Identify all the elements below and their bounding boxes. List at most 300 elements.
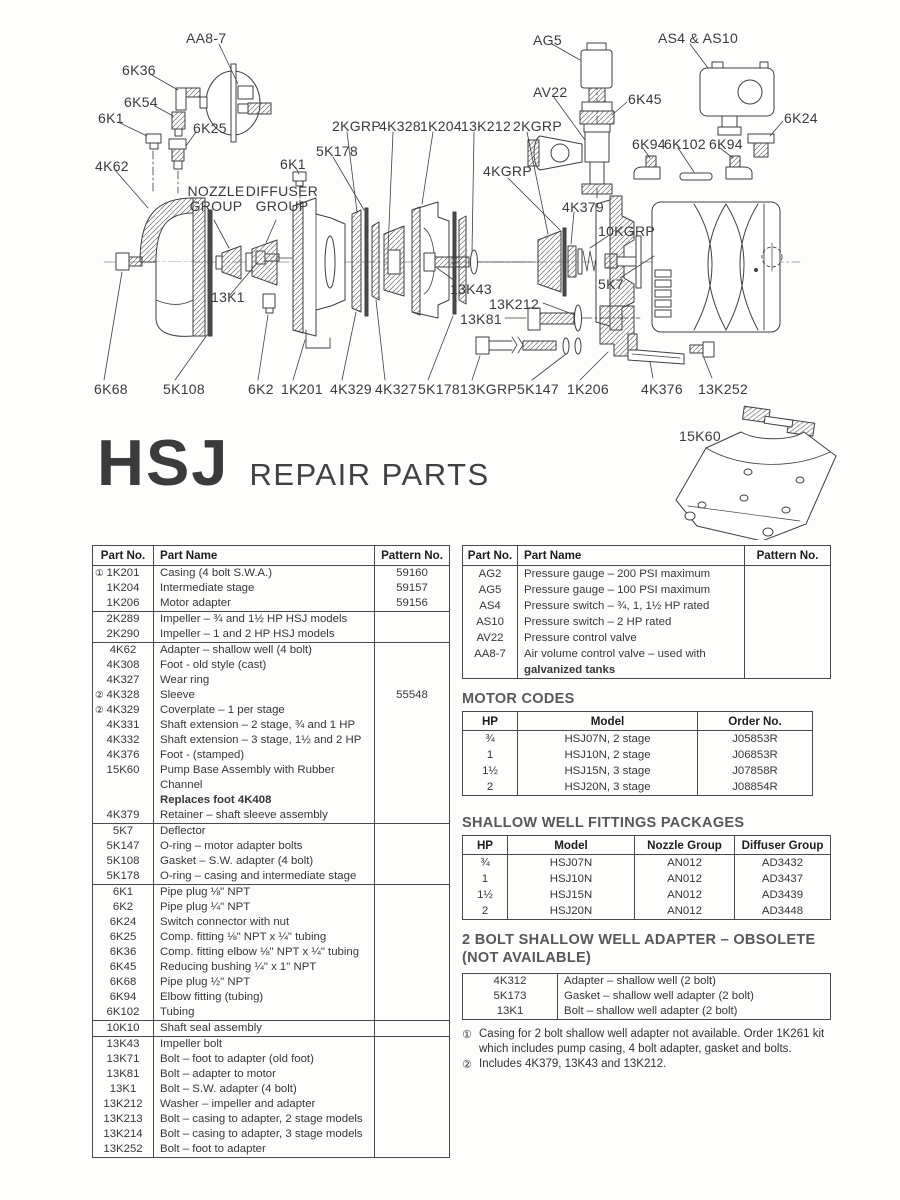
pattern-no-cell — [375, 1097, 450, 1112]
part-name-cell: Adapter – shallow well (2 bolt) — [558, 974, 831, 990]
pattern-no-cell — [375, 975, 450, 990]
pattern-no-cell — [745, 566, 831, 583]
table-row — [463, 903, 831, 920]
table-row — [93, 566, 450, 582]
col-header-nozzle-group: Nozzle Group — [635, 836, 735, 855]
table-row — [93, 643, 450, 659]
part-no-cell: 6K36 — [93, 945, 154, 960]
diagram-label-4k62: 4K62 — [95, 158, 129, 174]
part-name-cell: Impeller – ¾ and 1½ HP HSJ models — [154, 612, 375, 628]
part-name-cell: Shaft seal assembly — [154, 1021, 375, 1037]
part-name-cell: Gasket – S.W. adapter (4 bolt) — [154, 854, 375, 869]
part-no-cell: 13K43 — [93, 1037, 154, 1053]
model-cell: HSJ20N, 3 stage — [518, 779, 698, 796]
part-no-cell: 2K290 — [93, 627, 154, 643]
table-row — [463, 630, 831, 646]
diagram-label-5k7: 5K7 — [598, 276, 624, 292]
table-row — [463, 779, 813, 796]
pattern-no-cell — [375, 627, 450, 643]
footnote-marker: ② — [95, 690, 104, 701]
diagram-label-15k60: 15K60 — [679, 428, 721, 444]
part-no-cell: 5K147 — [93, 839, 154, 854]
nozzle-group-cell: AN012 — [635, 903, 735, 920]
part-name-cell: Retainer – shaft sleeve assembly — [154, 808, 375, 824]
pattern-no-cell — [375, 612, 450, 628]
part-no-cell: 6K94 — [93, 990, 154, 1005]
pattern-no-cell — [375, 1127, 450, 1142]
table-row — [93, 658, 450, 673]
diagram-label-6k94-a: 6K94 — [632, 136, 666, 152]
part-no-cell: 13K1 — [93, 1082, 154, 1097]
hp-cell: 2 — [463, 779, 518, 796]
hp-cell: 1½ — [463, 887, 508, 903]
part-name-cell: Sleeve — [154, 688, 375, 703]
model-cell: HSJ07N — [508, 855, 635, 872]
table-row — [93, 960, 450, 975]
part-name-cell: Casing (4 bolt S.W.A.) — [154, 566, 375, 582]
table-row — [93, 869, 450, 885]
pattern-no-cell — [375, 1067, 450, 1082]
hp-cell: ¾ — [463, 731, 518, 748]
main-parts-table — [92, 545, 450, 1158]
part-no-cell: 1K206 — [93, 596, 154, 612]
pattern-no-cell — [375, 673, 450, 688]
part-no-cell: ② 4K329 — [93, 703, 154, 718]
pattern-no-cell — [375, 990, 450, 1005]
table-row — [93, 900, 450, 915]
diagram-label-13kgrp: 13KGRP — [460, 381, 518, 397]
diffuser-group-cell: AD3432 — [735, 855, 831, 872]
col-header-part-name: Part Name — [154, 546, 375, 566]
diagram-label-6k68: 6K68 — [94, 381, 128, 397]
shallow-well-heading: SHALLOW WELL FITTINGS PACKAGES — [462, 815, 745, 831]
part-no-cell: 5K7 — [93, 824, 154, 840]
part-name-cell: Pipe plug ½" NPT — [154, 975, 375, 990]
table-row — [463, 871, 831, 887]
diagram-label-ag5: AG5 — [533, 32, 562, 48]
obsolete-heading-line2: (NOT AVAILABLE) — [462, 950, 592, 966]
table-row — [93, 612, 450, 628]
col-header-pattern-no: Pattern No. — [745, 546, 831, 566]
pattern-no-cell: 55548 — [375, 688, 450, 703]
title-main: HSJ — [97, 426, 230, 499]
part-name-cell: Impeller – 1 and 2 HP HSJ models — [154, 627, 375, 643]
table-row — [93, 763, 450, 808]
diagram-label-5k108: 5K108 — [163, 381, 205, 397]
part-name-cell: Pressure switch – 2 HP rated — [518, 614, 745, 630]
pattern-no-cell — [375, 1112, 450, 1127]
table-row — [93, 1067, 450, 1082]
diagram-label-5k178-a: 5K178 — [316, 143, 358, 159]
table-row — [463, 855, 831, 872]
part-name-cell: Pipe plug ¼" NPT — [154, 900, 375, 915]
diagram-label-as4-as10: AS4 & AS10 — [658, 30, 739, 46]
table-row — [93, 915, 450, 930]
diagram-label-6k25: 6K25 — [193, 120, 227, 136]
table-header-row — [93, 546, 450, 566]
motor-drawing — [652, 202, 782, 332]
table-row — [463, 763, 813, 779]
pattern-no-cell — [375, 960, 450, 975]
diagram-label-13k81: 13K81 — [460, 311, 502, 327]
diagram-label-6k1-b: 6K1 — [280, 156, 306, 172]
footnote-text: Casing for 2 bolt shallow well adapter not available. Order 1K261 kit which includes pump casing, 4 bolt adapter, gasket and bolts. — [479, 1028, 825, 1055]
col-header-order-no: Order No. — [698, 712, 813, 731]
diagram-label-6k54: 6K54 — [124, 94, 158, 110]
table-row — [93, 975, 450, 990]
pattern-no-cell — [375, 885, 450, 901]
diagram-label-2kgrp-a: 2KGRP — [332, 118, 381, 134]
footnote-marker: ② — [95, 705, 104, 716]
pattern-no-cell — [375, 1142, 450, 1158]
part-name-cell: Air volume control valve – used with galvanized tanks — [518, 646, 745, 679]
pattern-no-cell: 59157 — [375, 581, 450, 596]
hp-cell: 1½ — [463, 763, 518, 779]
part-no-cell: 2K289 — [93, 612, 154, 628]
part-no-cell: 13K252 — [93, 1142, 154, 1158]
diagram-label-13k43: 13K43 — [450, 281, 492, 297]
shallow-well-table — [462, 835, 831, 920]
foot-drawing — [628, 334, 714, 364]
diagram-label-1k201: 1K201 — [281, 381, 323, 397]
part-name-cell: Bolt – S.W. adapter (4 bolt) — [154, 1082, 375, 1097]
table-row — [463, 598, 831, 614]
pattern-no-cell — [375, 900, 450, 915]
nozzle-group-cell: AN012 — [635, 871, 735, 887]
diagram-label-5k147: 5K147 — [517, 381, 559, 397]
diagram-label-4k329: 4K329 — [330, 381, 372, 397]
table-row — [463, 646, 831, 679]
pattern-no-cell: 59156 — [375, 596, 450, 612]
nozzle-diffuser-drawing — [216, 240, 277, 285]
table-row — [463, 614, 831, 630]
part-no-cell: AS10 — [463, 614, 518, 630]
model-cell: HSJ10N, 2 stage — [518, 747, 698, 763]
pattern-no-cell — [745, 614, 831, 630]
pattern-no-cell — [375, 1005, 450, 1021]
table-row — [93, 1112, 450, 1127]
part-name-cell: Tubing — [154, 1005, 375, 1021]
model-cell: HSJ07N, 2 stage — [518, 731, 698, 748]
pattern-no-cell — [375, 854, 450, 869]
part-name-cell: Pressure gauge – 100 PSI maximum — [518, 582, 745, 598]
table-row — [463, 566, 831, 583]
table-row — [93, 824, 450, 840]
table-row — [463, 1004, 831, 1020]
footnote-marker: ① — [462, 1028, 472, 1041]
part-name-cell: O-ring – motor adapter bolts — [154, 839, 375, 854]
pattern-no-cell — [375, 824, 450, 840]
hp-cell: 2 — [463, 903, 508, 920]
pattern-no-cell — [375, 733, 450, 748]
order-no-cell: J08854R — [698, 779, 813, 796]
part-no-cell: 6K68 — [93, 975, 154, 990]
table-header-row — [463, 836, 831, 855]
part-name-cell: Gasket – shallow well adapter (2 bolt) — [558, 989, 831, 1004]
pattern-no-cell — [375, 1082, 450, 1097]
diagram-label-1k204: 1K204 — [420, 118, 462, 134]
footnote — [462, 1057, 836, 1073]
part-name-cell: Intermediate stage — [154, 581, 375, 596]
part-no-cell: 5K108 — [93, 854, 154, 869]
model-cell: HSJ15N, 3 stage — [518, 763, 698, 779]
pattern-no-cell — [375, 748, 450, 763]
footnote-marker: ① — [95, 568, 104, 579]
diffuser-group-cell: AD3439 — [735, 887, 831, 903]
col-header-part-name: Part Name — [518, 546, 745, 566]
pattern-no-cell — [375, 718, 450, 733]
part-name-cell: Pipe plug ⅛" NPT — [154, 885, 375, 901]
part-no-cell: AA8-7 — [463, 646, 518, 679]
table-header-row — [463, 712, 813, 731]
part-name-cell: Comp. fitting elbow ⅛" NPT x ¼" tubing — [154, 945, 375, 960]
obsolete-table — [462, 973, 831, 1020]
table-row — [93, 733, 450, 748]
motor-codes-heading: MOTOR CODES — [462, 691, 575, 707]
diagram-label-4k379: 4K379 — [562, 199, 604, 215]
part-no-cell: 4K379 — [93, 808, 154, 824]
obsolete-heading — [462, 931, 816, 967]
table-row — [463, 989, 831, 1004]
pattern-no-cell — [375, 1052, 450, 1067]
diagram-label-4kgrp: 4KGRP — [483, 163, 532, 179]
part-name-cell: Motor adapter — [154, 596, 375, 612]
pattern-no-cell — [745, 598, 831, 614]
part-no-cell: 4K62 — [93, 643, 154, 659]
diagram-label-13k212-b: 13K212 — [489, 296, 540, 312]
col-header-hp: HP — [463, 712, 518, 731]
diagram-label-5k178-b: 5K178 — [418, 381, 460, 397]
part-no-cell: 4K376 — [93, 748, 154, 763]
part-no-cell: 4K331 — [93, 718, 154, 733]
part-name-cell: Comp. fitting ⅛" NPT x ¼" tubing — [154, 930, 375, 945]
order-no-cell: J06853R — [698, 747, 813, 763]
pressure-switch-drawing — [634, 62, 774, 180]
col-header-model: Model — [508, 836, 635, 855]
part-name-cell: O-ring – casing and intermediate stage — [154, 869, 375, 885]
model-cell: HSJ10N — [508, 871, 635, 887]
part-name-cell: Foot - old style (cast) — [154, 658, 375, 673]
part-no-cell: 15K60 — [93, 763, 154, 808]
order-no-cell: J05853R — [698, 731, 813, 748]
table-row — [93, 673, 450, 688]
part-no-cell: 4K312 — [463, 974, 558, 990]
table-row — [93, 688, 450, 703]
diagram-label-6k36: 6K36 — [122, 62, 156, 78]
table-row — [463, 747, 813, 763]
part-name-cell: Pump Base Assembly with Rubber Channel Replaces foot 4K408 — [154, 763, 375, 808]
table-row — [93, 945, 450, 960]
nozzle-group-cell: AN012 — [635, 855, 735, 872]
table-row — [463, 582, 831, 598]
part-no-cell: 6K25 — [93, 930, 154, 945]
nozzle-group-cell: AN012 — [635, 887, 735, 903]
part-no-cell: 13K81 — [93, 1067, 154, 1082]
table-row — [93, 1005, 450, 1021]
part-no-cell: 6K24 — [93, 915, 154, 930]
col-header-pattern-no: Pattern No. — [375, 546, 450, 566]
pattern-no-cell — [375, 808, 450, 824]
table-row — [93, 1142, 450, 1158]
part-no-cell: AV22 — [463, 630, 518, 646]
part-no-cell: 10K10 — [93, 1021, 154, 1037]
diagram-label-6k45: 6K45 — [628, 91, 662, 107]
part-name-cell: Shaft extension – 3 stage, 1½ and 2 HP — [154, 733, 375, 748]
model-cell: HSJ15N — [508, 887, 635, 903]
col-header-diffuser-group: Diffuser Group — [735, 836, 831, 855]
part-name-cell: Wear ring — [154, 673, 375, 688]
part-no-cell: 13K214 — [93, 1127, 154, 1142]
part-no-cell: AG5 — [463, 582, 518, 598]
table-row — [93, 1021, 450, 1037]
table-row — [93, 839, 450, 854]
table-row — [463, 887, 831, 903]
part-no-cell: 4K327 — [93, 673, 154, 688]
part-name-cell: Bolt – adapter to motor — [154, 1067, 375, 1082]
part-no-cell: 13K213 — [93, 1112, 154, 1127]
model-cell: HSJ20N — [508, 903, 635, 920]
col-header-model: Model — [518, 712, 698, 731]
part-no-cell: AG2 — [463, 566, 518, 583]
pattern-no-cell — [375, 763, 450, 808]
accessories-table — [462, 545, 831, 679]
diagram-label-aa8-7: AA8-7 — [186, 30, 227, 46]
part-name-cell: Bolt – foot to adapter — [154, 1142, 375, 1158]
part-no-cell: 4K308 — [93, 658, 154, 673]
diagram-label-nozzle-group: NOZZLE GROUP — [187, 183, 245, 214]
pattern-no-cell — [745, 630, 831, 646]
part-name-cell: Switch connector with nut — [154, 915, 375, 930]
hp-cell: 1 — [463, 871, 508, 887]
diagram-label-1k206: 1K206 — [567, 381, 609, 397]
pattern-no-cell — [375, 658, 450, 673]
part-no-cell: AS4 — [463, 598, 518, 614]
pattern-no-cell — [375, 930, 450, 945]
part-no-cell: 5K173 — [463, 989, 558, 1004]
table-row — [93, 718, 450, 733]
diagram-label-13k212-a: 13K212 — [461, 118, 512, 134]
part-name-cell: Pressure control valve — [518, 630, 745, 646]
part-name-cell: Bolt – casing to adapter, 2 stage models — [154, 1112, 375, 1127]
diagram-label-4k328: 4K328 — [379, 118, 421, 134]
diagram-label-10kgrp: 10KGRP — [598, 223, 656, 239]
diagram-label-4k327: 4K327 — [375, 381, 417, 397]
pattern-no-cell — [375, 703, 450, 718]
hp-cell: ¾ — [463, 855, 508, 872]
pattern-no-cell — [375, 1021, 450, 1037]
col-header-hp: HP — [463, 836, 508, 855]
table-row — [93, 748, 450, 763]
part-name-cell: Washer – impeller and adapter — [154, 1097, 375, 1112]
diagram-label-2kgrp-b: 2KGRP — [513, 118, 562, 134]
diagram-label-6k94-b: 6K94 — [709, 136, 743, 152]
page-title — [97, 425, 490, 500]
pattern-no-cell — [375, 915, 450, 930]
part-name-cell: Pressure switch – ¾, 1, 1½ HP rated — [518, 598, 745, 614]
table-row — [93, 596, 450, 612]
part-no-cell: 13K71 — [93, 1052, 154, 1067]
part-no-cell: 4K332 — [93, 733, 154, 748]
pattern-no-cell — [375, 869, 450, 885]
diagram-label-6k102: 6K102 — [664, 136, 706, 152]
table-row — [93, 930, 450, 945]
pattern-no-cell — [745, 646, 831, 679]
part-no-cell: ② 4K328 — [93, 688, 154, 703]
table-row — [93, 990, 450, 1005]
pattern-no-cell: 59160 — [375, 566, 450, 582]
table-row — [93, 627, 450, 643]
diffuser-group-cell: AD3448 — [735, 903, 831, 920]
diffuser-group-cell: AD3437 — [735, 871, 831, 887]
part-no-cell: 5K178 — [93, 869, 154, 885]
col-header-part-no: Part No. — [463, 546, 518, 566]
part-name-cell: Adapter – shallow well (4 bolt) — [154, 643, 375, 659]
pattern-no-cell — [375, 839, 450, 854]
table-row — [93, 885, 450, 901]
order-no-cell: J07858R — [698, 763, 813, 779]
footnotes — [462, 1027, 836, 1073]
diagram-label-6k24: 6K24 — [784, 110, 818, 126]
diagram-label-av22: AV22 — [533, 84, 568, 100]
part-no-cell: 13K1 — [463, 1004, 558, 1020]
table-row — [93, 1127, 450, 1142]
pump-base-drawing — [676, 406, 836, 540]
table-row — [93, 703, 450, 718]
part-name-cell: Foot - (stamped) — [154, 748, 375, 763]
pattern-no-cell — [745, 582, 831, 598]
part-name-cell: Coverplate – 1 per stage — [154, 703, 375, 718]
col-header-part-no: Part No. — [93, 546, 154, 566]
footnote — [462, 1027, 836, 1057]
part-name-cell: Pressure gauge – 200 PSI maximum — [518, 566, 745, 583]
title-sub: REPAIR PARTS — [249, 457, 490, 492]
part-no-cell: 1K204 — [93, 581, 154, 596]
part-no-cell: 6K2 — [93, 900, 154, 915]
pattern-no-cell — [375, 945, 450, 960]
table-row — [93, 1052, 450, 1067]
table-row — [93, 1082, 450, 1097]
hp-cell: 1 — [463, 747, 518, 763]
table-row — [93, 854, 450, 869]
diagram-label-diffuser-group: DIFFUSER GROUP — [245, 183, 319, 214]
part-name-cell: Bolt – shallow well adapter (2 bolt) — [558, 1004, 831, 1020]
diagram-label-6k2: 6K2 — [248, 381, 274, 397]
part-no-cell: ① 1K201 — [93, 566, 154, 582]
table-row — [93, 1097, 450, 1112]
pattern-no-cell — [375, 1037, 450, 1053]
diagram-label-4k376: 4K376 — [641, 381, 683, 397]
table-row — [93, 581, 450, 596]
part-name-cell: Shaft extension – 2 stage, ¾ and 1 HP — [154, 718, 375, 733]
table-row — [463, 974, 831, 990]
part-no-cell: 6K1 — [93, 885, 154, 901]
footnote-marker: ② — [462, 1058, 472, 1071]
footnote-text: Includes 4K379, 13K43 and 13K212. — [479, 1058, 667, 1070]
part-name-cell: Impeller bolt — [154, 1037, 375, 1053]
diagram-label-13k252: 13K252 — [698, 381, 749, 397]
part-no-cell: 6K45 — [93, 960, 154, 975]
table-row — [93, 1037, 450, 1053]
table-row — [463, 731, 813, 748]
part-name-cell: Bolt – foot to adapter (old foot) — [154, 1052, 375, 1067]
pattern-no-cell — [375, 643, 450, 659]
part-name-cell: Elbow fitting (tubing) — [154, 990, 375, 1005]
table-row — [93, 808, 450, 824]
part-no-cell: 6K102 — [93, 1005, 154, 1021]
diagram-label-13k1: 13K1 — [211, 289, 245, 305]
table-header-row — [463, 546, 831, 566]
diagram-label-6k1-a: 6K1 — [98, 110, 124, 126]
